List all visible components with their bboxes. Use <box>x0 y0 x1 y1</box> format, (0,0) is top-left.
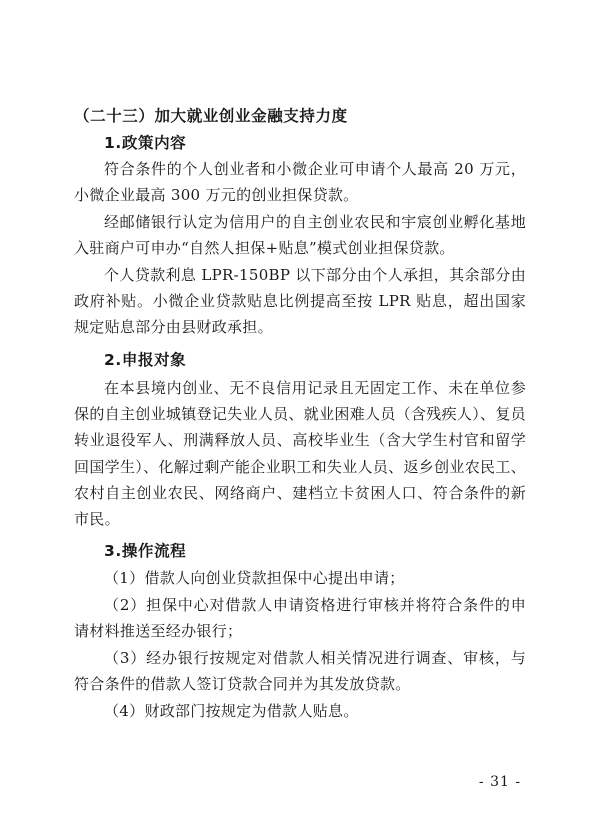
section-title: （二十三）加大就业创业金融支持力度 <box>74 107 348 125</box>
paragraph: 符合条件的个人创业者和小微企业可申请个人最高 20 万元，小微企业最高 300 万元的创业担保贷款。 <box>74 160 526 205</box>
procedure-step: （4）财政部门按规定为借款人贴息。 <box>104 702 359 720</box>
paragraph: 在本县境内创业、无不良信用记录且无固定工作、未在单位参保的自主创业城镇登记失业人员、就业困难人员（含残疾人）、复员转业退役军人、刑满释放人员、高校毕业生（含大学生村官和留学回国学生）、化解过剩产能企业职工和失业人员、返乡创业农民工、农村自主创业农民、网络商户、建档立卡贫困人口、符合条件的新市民。 <box>74 379 526 529</box>
paragraph: 经邮储银行认定为信用户的自主创业农民和宇宸创业孵化基地入驻商户可申办“自然人担保+贴息”模式创业担保贷款。 <box>74 213 526 258</box>
procedure-step: （3）经办银行按规定对借款人相关情况进行调查、审核，与符合条件的借款人签订贷款合同并为其发放贷款。 <box>74 649 526 694</box>
heading-applicants: 2.申报对象 <box>104 351 187 369</box>
heading-policy-content: 1.政策内容 <box>104 134 187 152</box>
procedure-step: （2）担保中心对借款人申请资格进行审核并将符合条件的申请材料推送至经办银行； <box>74 596 526 641</box>
page-number: - 31 - <box>478 774 522 790</box>
procedure-step: （1）借款人向创业贷款担保中心提出申请； <box>104 569 405 587</box>
paragraph: 个人贷款利息 LPR-150BP 以下部分由个人承担，其余部分由政府补贴。小微企业贷款贴息比例提高至按 LPR 贴息，超出国家规定贴息部分由县财政承担。 <box>74 266 526 337</box>
heading-procedure: 3.操作流程 <box>104 542 187 560</box>
